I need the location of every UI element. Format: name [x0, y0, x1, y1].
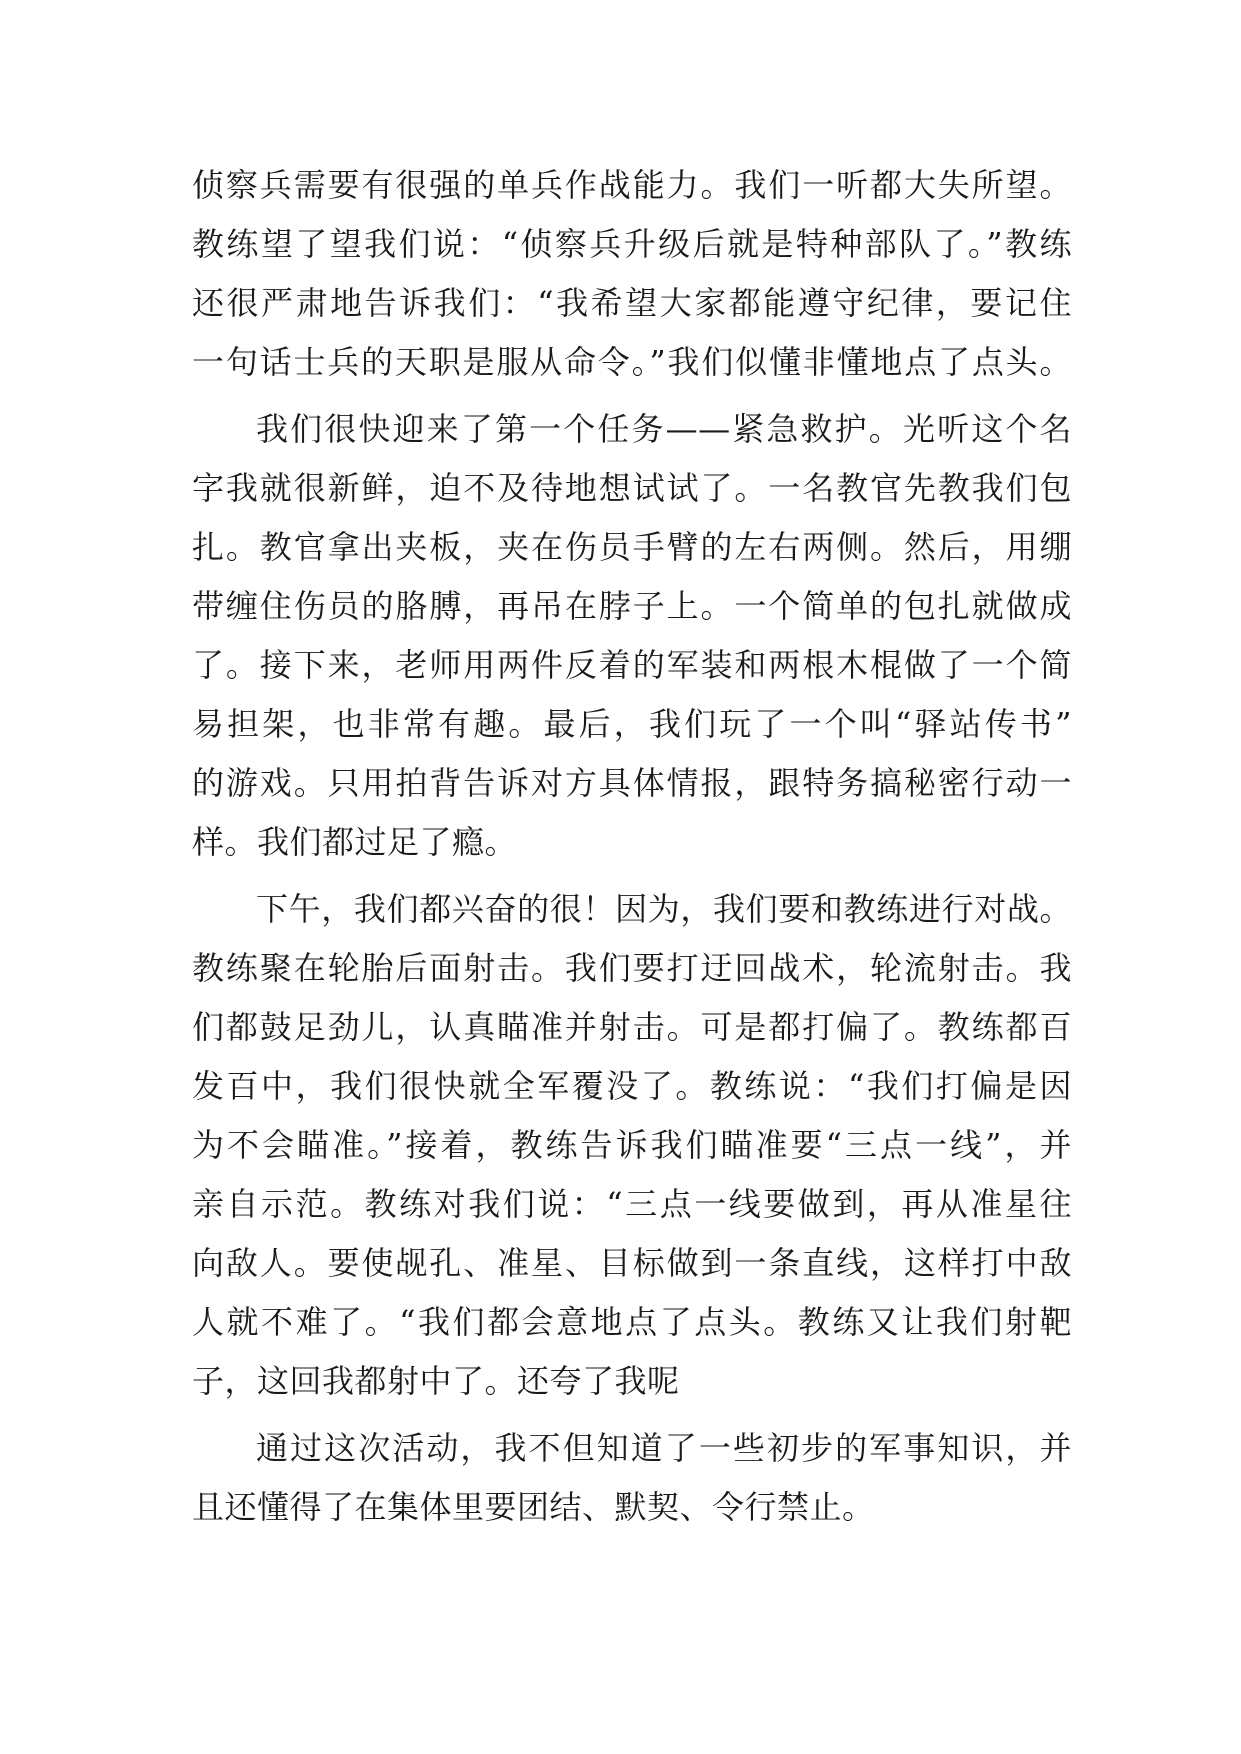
text-line: 侦察兵需要有很强的单兵作战能力。我们一听都大失所望。 [192, 166, 1072, 204]
paragraph [192, 880, 1072, 1411]
text-line: 发百中，我们很快就全军覆没了。教练说：“我们打偏是因 [192, 1067, 1072, 1105]
text-line: 带缠住伤员的胳膊，再吊在脖子上。一个简单的包扎就做成 [192, 587, 1072, 625]
text-line: 向敌人。要使觇孔、准星、目标做到一条直线，这样打中敌 [192, 1244, 1072, 1282]
text-line: 我们很快迎来了第一个任务——紧急救护。光听这个名 [256, 410, 1072, 448]
text-line: 亲自示范。教练对我们说：“三点一线要做到，再从准星往 [192, 1185, 1072, 1223]
text-line: 样。我们都过足了瘾。 [192, 823, 518, 861]
text-line: 的游戏。只用拍背告诉对方具体情报，跟特务搞秘密行动一 [192, 764, 1072, 802]
text-line: 为不会瞄准。”接着，教练告诉我们瞄准要“三点一线”，并 [192, 1126, 1072, 1164]
text-line: 下午，我们都兴奋的很！因为，我们要和教练进行对战。 [256, 890, 1072, 928]
text-line: 一句话士兵的天职是服从命令。”我们似懂非懂地点了点头。 [192, 343, 1072, 381]
text-line: 们都鼓足劲儿，认真瞄准并射击。可是都打偏了。教练都百 [192, 1008, 1072, 1046]
text-line: 子，这回我都射中了。还夸了我呢 [192, 1362, 680, 1400]
text-line: 人就不难了。“我们都会意地点了点头。教练又让我们射靶 [192, 1303, 1072, 1341]
paragraph [192, 400, 1072, 872]
text-line: 教练聚在轮胎后面射击。我们要打迂回战术，轮流射击。我 [192, 949, 1072, 987]
text-line: 教练望了望我们说：“侦察兵升级后就是特种部队了。”教练 [192, 225, 1072, 263]
text-line: 还很严肃地告诉我们：“我希望大家都能遵守纪律，要记住 [192, 284, 1072, 322]
text-line: 通过这次活动，我不但知道了一些初步的军事知识，并 [256, 1429, 1072, 1467]
paragraph [192, 1419, 1072, 1537]
text-line: 易担架，也非常有趣。最后，我们玩了一个叫“驿站传书” [192, 705, 1072, 743]
document-body [192, 156, 1072, 1537]
text-line: 字我就很新鲜，迫不及待地想试试了。一名教官先教我们包 [192, 469, 1072, 507]
text-line: 了。接下来，老师用两件反着的军装和两根木棍做了一个简 [192, 646, 1072, 684]
paragraph [192, 156, 1072, 392]
text-line: 且还懂得了在集体里要团结、默契、令行禁止。 [192, 1488, 875, 1526]
text-line: 扎。教官拿出夹板，夹在伤员手臂的左右两侧。然后，用绷 [192, 528, 1072, 566]
